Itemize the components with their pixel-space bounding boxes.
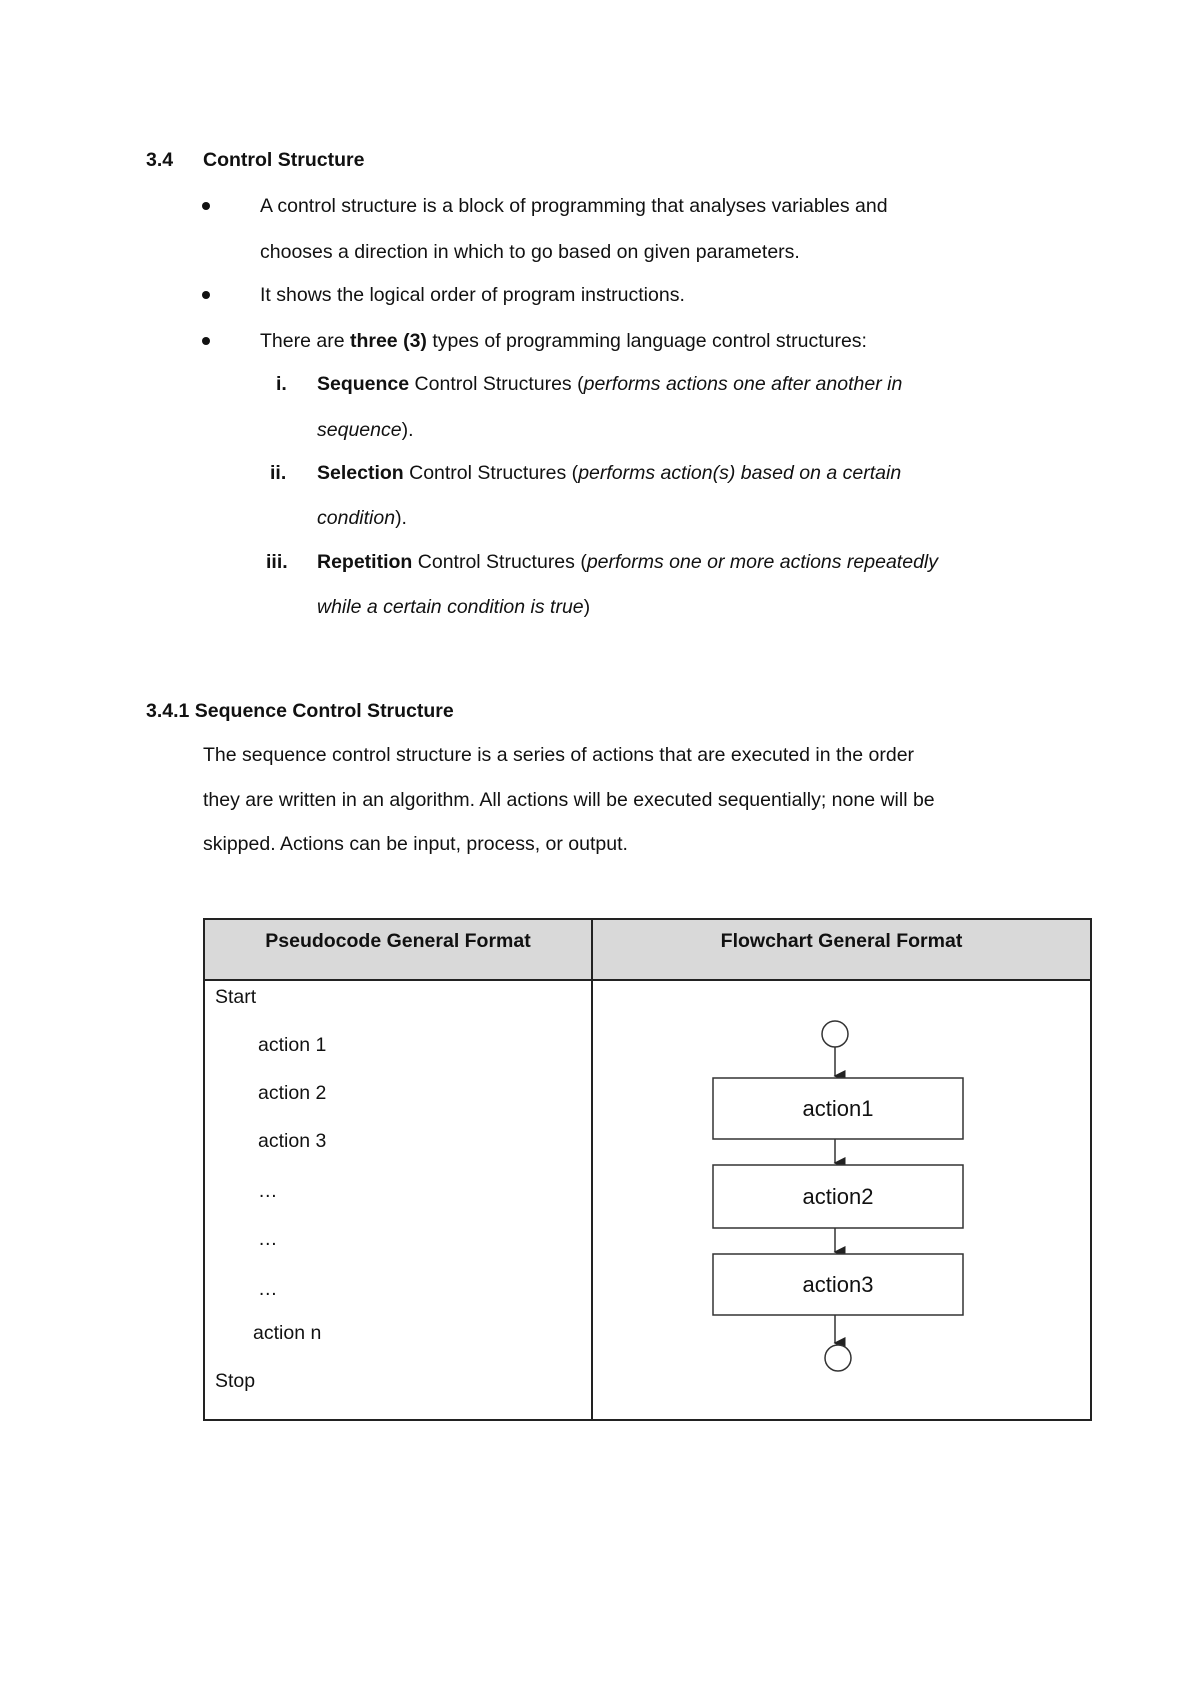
section-title: Control Structure xyxy=(203,149,365,171)
bullet-icon xyxy=(202,291,210,299)
bullet-text: It shows the logical order of program instructions. xyxy=(260,284,685,306)
pseudocode-line: Start xyxy=(215,986,257,1008)
flowchart-label: action2 xyxy=(802,1184,874,1209)
end-terminal xyxy=(825,1345,851,1371)
list-item: Repetition Control Structures (performs one or more actions repeatedly xyxy=(317,551,938,573)
paragraph-line: The sequence control structure is a series of actions that are executed in the order xyxy=(203,744,915,766)
list-number: i. xyxy=(276,373,287,395)
list-item-cont: sequence). xyxy=(317,419,414,441)
list-item-cont: while a certain condition is true) xyxy=(317,596,591,618)
header-pseudocode: Pseudocode General Format xyxy=(265,930,531,952)
paragraph-line: skipped. Actions can be input, process, or output. xyxy=(203,833,628,855)
header-flowchart: Flowchart General Format xyxy=(720,930,963,952)
list-item-cont: condition). xyxy=(317,507,407,529)
subsection-title: 3.4.1 Sequence Control Structure xyxy=(146,700,454,722)
pseudocode-line: … xyxy=(258,1228,278,1250)
bullet-icon xyxy=(202,337,210,345)
table-header xyxy=(205,920,1090,981)
pseudocode-line: action 3 xyxy=(258,1130,327,1152)
list-item: Selection Control Structures (performs action(s) based on a certain xyxy=(317,462,902,484)
bullet-text: There are three (3) types of programming language control structures: xyxy=(260,330,867,352)
flowchart-diagram xyxy=(593,979,1090,1419)
bullet-text: A control structure is a block of programming that analyses variables and xyxy=(260,195,888,217)
flowchart-label: action1 xyxy=(802,1096,874,1121)
pseudocode-line: action 1 xyxy=(258,1034,327,1056)
pseudocode-line: … xyxy=(258,1180,278,1202)
list-number: iii. xyxy=(266,551,288,573)
flowchart-label: action3 xyxy=(802,1272,874,1297)
list-item: Sequence Control Structures (performs actions one after another in xyxy=(317,373,903,395)
section-number: 3.4 xyxy=(146,149,174,171)
bullet-icon xyxy=(202,202,210,210)
pseudocode-line: Stop xyxy=(215,1370,256,1392)
pseudocode-line: action 2 xyxy=(258,1082,327,1104)
list-number: ii. xyxy=(270,462,287,484)
paragraph-line: they are written in an algorithm. All actions will be executed sequentially; none will be xyxy=(203,789,935,811)
format-table xyxy=(203,918,1092,1421)
start-terminal xyxy=(822,1021,848,1047)
bullet-text: chooses a direction in which to go based on given parameters. xyxy=(260,241,800,263)
pseudocode-line: action n xyxy=(253,1322,322,1344)
pseudocode-line: … xyxy=(258,1278,278,1300)
